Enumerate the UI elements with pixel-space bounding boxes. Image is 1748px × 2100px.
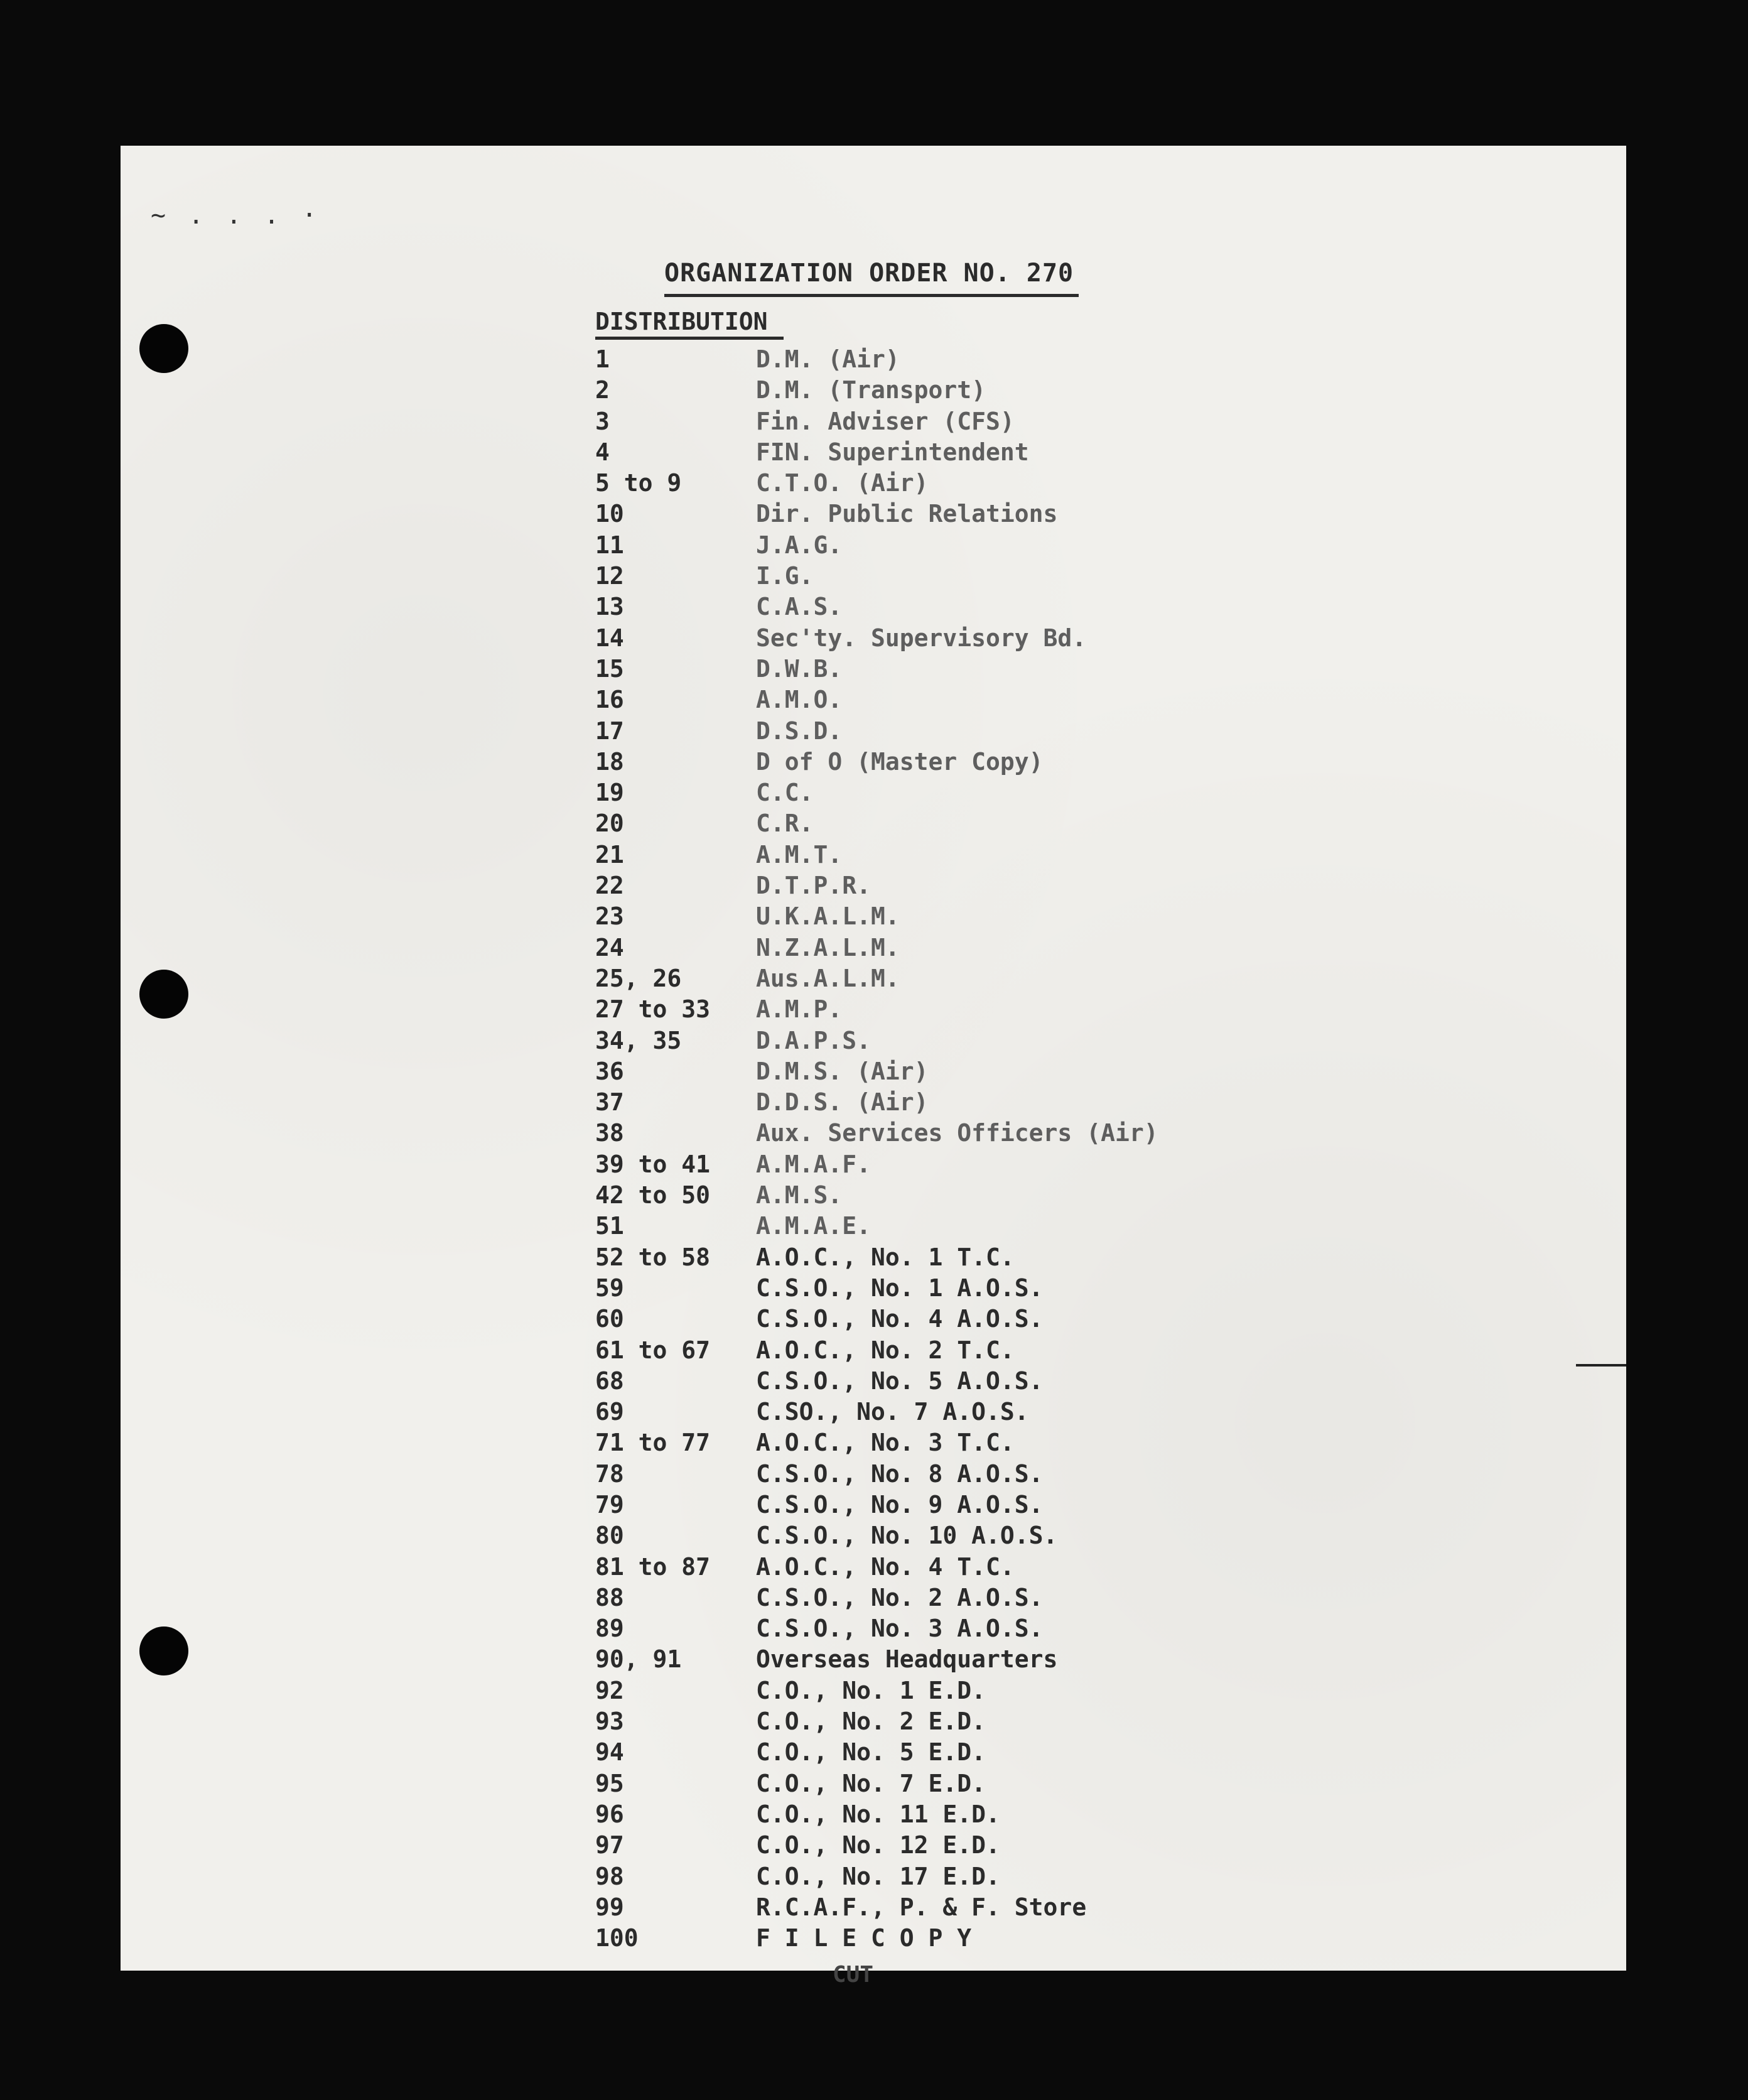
copy-number: 19: [595, 779, 624, 807]
copy-number: 22: [595, 872, 624, 900]
copy-number: 39 to 41: [595, 1150, 711, 1178]
distribution-row: [595, 1892, 1223, 1923]
recipient: C.O., No. 11 E.D.: [756, 1800, 1000, 1828]
recipient: C.S.O., No. 4 A.O.S.: [756, 1305, 1044, 1333]
edge-mark: [1576, 1364, 1626, 1367]
recipient: Overseas Headquarters: [756, 1645, 1058, 1674]
punch-hole-bottom: [139, 1626, 188, 1675]
distribution-row: [595, 1459, 1223, 1490]
distribution-row: [595, 933, 1223, 963]
title-underline: [664, 294, 1079, 297]
copy-number: 27 to 33: [595, 995, 711, 1024]
punch-hole-top: [139, 324, 188, 373]
recipient: J.A.G.: [756, 531, 843, 559]
distribution-row: [595, 901, 1223, 932]
recipient: C.S.O., No. 9 A.O.S.: [756, 1490, 1044, 1518]
copy-number: 51: [595, 1212, 624, 1240]
copy-number: 3: [595, 407, 610, 435]
recipient: A.O.C., No. 3 T.C.: [756, 1429, 1015, 1457]
recipient: C.S.O., No. 8 A.O.S.: [756, 1459, 1044, 1488]
distribution-row: [595, 1366, 1223, 1397]
distribution-row: [595, 1056, 1223, 1087]
distribution-row: [595, 375, 1223, 406]
copy-number: 89: [595, 1615, 624, 1643]
copy-number: 78: [595, 1459, 624, 1488]
distribution-row: [595, 1242, 1223, 1273]
recipient: D.M. (Air): [756, 345, 900, 373]
paper-specks: ~ . . . ·: [151, 201, 321, 230]
copy-number: 52 to 58: [595, 1243, 711, 1271]
copy-number: 68: [595, 1367, 624, 1395]
distribution-row: [595, 1490, 1223, 1520]
recipient: C.A.S.: [756, 593, 843, 621]
recipient: A.M.S.: [756, 1181, 843, 1210]
recipient: D.M.S. (Air): [756, 1057, 929, 1085]
recipient: C.T.O. (Air): [756, 469, 929, 497]
recipient: D.M. (Transport): [756, 376, 986, 404]
copy-number: 17: [595, 717, 624, 745]
recipient: D.D.S. (Air): [756, 1088, 929, 1117]
copy-number: 60: [595, 1305, 624, 1333]
distribution-heading: DISTRIBUTION: [595, 308, 768, 335]
copy-number: 5 to 9: [595, 469, 682, 497]
copy-number: 96: [595, 1800, 624, 1828]
distribution-row: [595, 1799, 1223, 1830]
distribution-row: [595, 1335, 1223, 1366]
copy-number: 25, 26: [595, 964, 682, 992]
recipient: A.O.C., No. 2 T.C.: [756, 1336, 1015, 1364]
distribution-row: [595, 1768, 1223, 1799]
recipient: I.G.: [756, 562, 814, 590]
recipient: C.O., No. 1 E.D.: [756, 1676, 986, 1704]
copy-number: 92: [595, 1676, 624, 1704]
distribution-row: [595, 747, 1223, 777]
copy-number: 24: [595, 933, 624, 961]
distribution-row: [595, 406, 1223, 437]
distribution-row: [595, 1118, 1223, 1149]
recipient: U.K.A.L.M.: [756, 902, 900, 931]
distribution-row: [595, 1149, 1223, 1180]
distribution-row: [595, 1737, 1223, 1768]
recipient: C.S.O., No. 5 A.O.S.: [756, 1367, 1044, 1395]
distribution-row: [595, 561, 1223, 592]
copy-number: 2: [595, 376, 610, 404]
recipient: C.O., No. 17 E.D.: [756, 1862, 1000, 1890]
copy-number: 34, 35: [595, 1026, 682, 1054]
distribution-row: [595, 1026, 1223, 1056]
distribution-row: [595, 1613, 1223, 1644]
copy-number: 11: [595, 531, 624, 559]
copy-number: 37: [595, 1088, 624, 1117]
distribution-row: [595, 344, 1223, 375]
distribution-row: [595, 499, 1223, 529]
recipient: C.O., No. 7 E.D.: [756, 1769, 986, 1797]
recipient: Fin. Adviser (CFS): [756, 407, 1015, 435]
recipient: Sec'ty. Supervisory Bd.: [756, 624, 1087, 652]
document-title: ORGANIZATION ORDER NO. 270: [664, 259, 1074, 288]
punch-hole-middle: [139, 970, 188, 1019]
copy-number: 4: [595, 438, 610, 466]
distribution-row: [595, 1520, 1223, 1551]
copy-number: 42 to 50: [595, 1181, 711, 1210]
copy-number: 23: [595, 902, 624, 931]
recipient: C.S.O., No. 1 A.O.S.: [756, 1274, 1044, 1302]
distribution-row: [595, 623, 1223, 654]
distribution-row: [595, 994, 1223, 1025]
recipient: A.M.O.: [756, 686, 843, 714]
distribution-row: [595, 963, 1223, 994]
copy-number: 90, 91: [595, 1645, 682, 1674]
distribution-row: [595, 654, 1223, 685]
distribution-row: [595, 808, 1223, 839]
heading-underline: [595, 337, 784, 340]
distribution-row: [595, 1087, 1223, 1118]
recipient: C.S.O., No. 3 A.O.S.: [756, 1615, 1044, 1643]
copy-number: 99: [595, 1893, 624, 1921]
copy-number: 18: [595, 747, 624, 776]
distribution-row: [595, 1861, 1223, 1892]
distribution-row: [595, 1830, 1223, 1861]
recipient: A.O.C., No. 1 T.C.: [756, 1243, 1015, 1271]
copy-number: 38: [595, 1119, 624, 1147]
distribution-list: [595, 344, 1223, 1954]
distribution-row: [595, 437, 1223, 468]
distribution-row: [595, 592, 1223, 622]
distribution-row: [595, 1675, 1223, 1706]
distribution-row: [595, 777, 1223, 808]
distribution-row: [595, 1552, 1223, 1583]
distribution-row: [595, 1180, 1223, 1211]
copy-number: 81 to 87: [595, 1552, 711, 1581]
recipient: A.M.T.: [756, 840, 843, 869]
recipient: R.C.A.F., P. & F. Store: [756, 1893, 1087, 1921]
copy-number: 36: [595, 1057, 624, 1085]
copy-number: 20: [595, 809, 624, 838]
copy-number: 94: [595, 1738, 624, 1767]
recipient: FIN. Superintendent: [756, 438, 1029, 466]
copy-number: 88: [595, 1583, 624, 1611]
distribution-row: [595, 716, 1223, 747]
distribution-row: [595, 870, 1223, 901]
recipient: C.O., No. 12 E.D.: [756, 1831, 1000, 1859]
distribution-row: [595, 1583, 1223, 1613]
recipient: A.O.C., No. 4 T.C.: [756, 1552, 1015, 1581]
recipient: C.O., No. 2 E.D.: [756, 1708, 986, 1736]
copy-number: 100: [595, 1924, 639, 1952]
distribution-row: [595, 1644, 1223, 1675]
copy-number: 79: [595, 1490, 624, 1518]
copy-number: 61 to 67: [595, 1336, 711, 1364]
copy-number: 21: [595, 840, 624, 869]
copy-number: 69: [595, 1398, 624, 1426]
copy-number: 71 to 77: [595, 1429, 711, 1457]
copy-number: 98: [595, 1862, 624, 1890]
recipient: D.T.P.R.: [756, 872, 871, 900]
copy-number: 80: [595, 1522, 624, 1550]
distribution-row: [595, 685, 1223, 715]
recipient: C.S.O., No. 2 A.O.S.: [756, 1583, 1044, 1611]
copy-number: 1: [595, 345, 610, 373]
distribution-row: [595, 1427, 1223, 1458]
recipient: C.SO., No. 7 A.O.S.: [756, 1398, 1029, 1426]
copy-number: 97: [595, 1831, 624, 1859]
copy-number: 10: [595, 500, 624, 528]
distribution-row: [595, 840, 1223, 870]
copy-number: 95: [595, 1769, 624, 1797]
recipient: A.M.P.: [756, 995, 843, 1024]
recipient: D.W.B.: [756, 654, 843, 683]
distribution-row: [595, 530, 1223, 561]
recipient: N.Z.A.L.M.: [756, 933, 900, 961]
recipient: C.C.: [756, 779, 814, 807]
recipient: D.S.D.: [756, 717, 843, 745]
distribution-row: [595, 1923, 1223, 1954]
recipient: C.O., No. 5 E.D.: [756, 1738, 986, 1767]
recipient: Dir. Public Relations: [756, 500, 1058, 528]
recipient: Aux. Services Officers (Air): [756, 1119, 1158, 1147]
recipient: D.A.P.S.: [756, 1026, 871, 1054]
footer-cut-text: CUT: [833, 1962, 874, 1988]
distribution-row: [595, 1211, 1223, 1242]
copy-number: 16: [595, 686, 624, 714]
distribution-row: [595, 1397, 1223, 1427]
recipient: Aus.A.L.M.: [756, 964, 900, 992]
copy-number: 13: [595, 593, 624, 621]
copy-number: 14: [595, 624, 624, 652]
recipient: A.M.A.F.: [756, 1150, 871, 1178]
distribution-row: [595, 1706, 1223, 1737]
copy-number: 93: [595, 1708, 624, 1736]
distribution-row: [595, 1304, 1223, 1334]
recipient: A.M.A.E.: [756, 1212, 871, 1240]
distribution-row: [595, 468, 1223, 499]
distribution-row: [595, 1273, 1223, 1304]
recipient: D of O (Master Copy): [756, 747, 1044, 776]
copy-number: 59: [595, 1274, 624, 1302]
recipient: C.S.O., No. 10 A.O.S.: [756, 1522, 1058, 1550]
recipient: F I L E C O P Y: [756, 1924, 972, 1952]
copy-number: 15: [595, 654, 624, 683]
recipient: C.R.: [756, 809, 814, 838]
copy-number: 12: [595, 562, 624, 590]
